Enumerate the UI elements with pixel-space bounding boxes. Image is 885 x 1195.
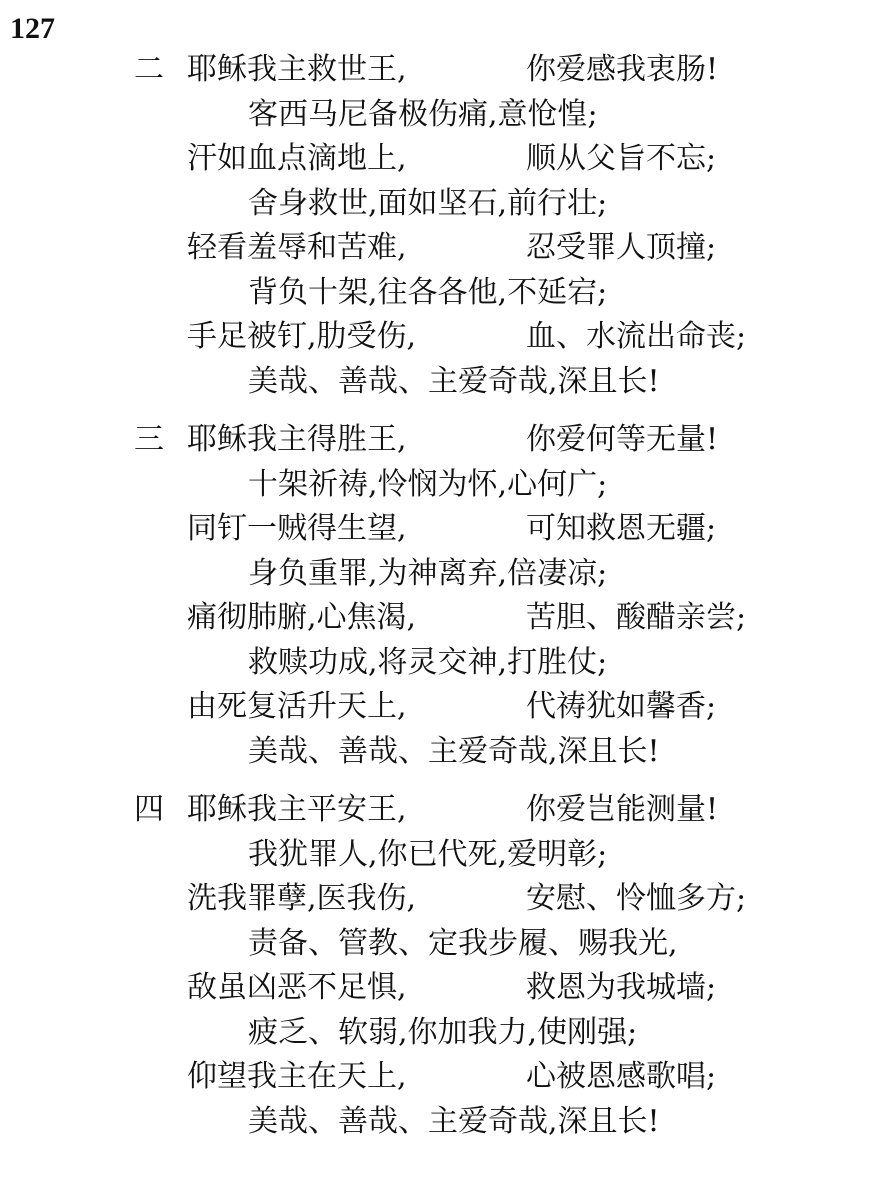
verse-line-second-half: 可知救恩无疆; [526,511,717,546]
verse-line-first-half: 同钉一贼得生望, [187,511,407,546]
stanza-number: 二 [134,52,164,87]
verse-line-first-half: 仰望我主在天上, [187,1059,407,1094]
verse-line [0,48,885,93]
verse-line-first-half: 汗如血点滴地上, [187,141,407,176]
verse-line [0,463,885,508]
verse-line-second-half: 你爱岂能测量! [526,792,719,827]
verse-line [0,1055,885,1100]
verse-line-first-half: 由死复活升天上, [187,689,407,724]
verse-line-indented: 背负十架,往各各他,不延宕; [248,274,608,310]
verse-line [0,833,885,878]
verse-line-first-half: 轻看羞辱和苦难, [187,230,407,265]
verse-line [0,315,885,360]
verse-line [0,182,885,227]
verse-line [0,418,885,463]
stanza-number: 四 [134,792,164,827]
verse-line-indented: 美哉、善哉、主爱奇哉,深且长! [248,363,660,399]
verse-line-indented: 美哉、善哉、主爱奇哉,深且长! [248,733,660,769]
verse-line [0,552,885,597]
verse-line-first-half: 耶稣我主得胜王, [187,422,407,457]
verse-line-indented: 十架祈祷,怜悯为怀,心何广; [248,466,608,502]
stanza [0,788,885,1144]
verse-line [0,1011,885,1056]
verse-line-second-half: 顺从父旨不忘; [526,141,717,176]
verse-line-first-half: 敌虽凶恶不足惧, [187,970,407,1005]
verse-line-indented: 救赎功成,将灵交神,打胜仗; [248,644,608,680]
verse-line-indented: 客西马尼备极伤痛,意怆惶; [248,96,598,132]
verse-line-second-half: 代祷犹如馨香; [526,689,717,724]
verse-line-indented: 疲乏、软弱,你加我力,使刚强; [248,1014,638,1050]
verse-line-indented: 身负重罪,为神离弃,倍凄凉; [248,555,608,591]
verse-line-second-half: 苦胆、酸醋亲尝; [526,600,747,635]
verse-line [0,360,885,405]
verse-line [0,226,885,271]
verse-line-second-half: 你爱何等无量! [526,422,719,457]
verse-line [0,137,885,182]
verse-line-first-half: 耶稣我主救世王, [187,52,407,87]
verse-line [0,685,885,730]
verse-line-indented: 美哉、善哉、主爱奇哉,深且长! [248,1103,660,1139]
verse-line-indented: 舍身救世,面如坚石,前行壮; [248,185,608,221]
verse-line-indented: 我犹罪人,你已代死,爱明彰; [248,836,608,872]
verse-line [0,596,885,641]
verse-line-first-half: 洗我罪孽,医我伤, [187,881,417,916]
verse-line-second-half: 安慰、怜恤多方; [526,881,747,916]
stanza [0,418,885,774]
verse-line [0,507,885,552]
verse-line [0,93,885,138]
verse-line-first-half: 耶稣我主平安王, [187,792,407,827]
verse-line [0,788,885,833]
verse-line-second-half: 血、水流出命丧; [526,319,747,354]
verse-line [0,966,885,1011]
verse-line-first-half: 手足被钉,肋受伤, [187,319,417,354]
verse-line [0,922,885,967]
verse-line-second-half: 忍受罪人顶撞; [526,230,717,265]
page-number: 127 [10,12,55,45]
verse-line-second-half: 你爱感我衷肠! [526,52,719,87]
verse-line [0,1100,885,1145]
verse-line-second-half: 救恩为我城墙; [526,970,717,1005]
verse-line-first-half: 痛彻肺腑,心焦渴, [187,600,417,635]
verse-line [0,730,885,775]
verse-line-indented: 责备、管教、定我步履、赐我光, [248,925,678,961]
verse-line [0,877,885,922]
verse-line [0,641,885,686]
verse-line-second-half: 心被恩感歌唱; [526,1059,717,1094]
stanza-number: 三 [134,422,164,457]
stanza [0,48,885,404]
verse-line [0,271,885,316]
